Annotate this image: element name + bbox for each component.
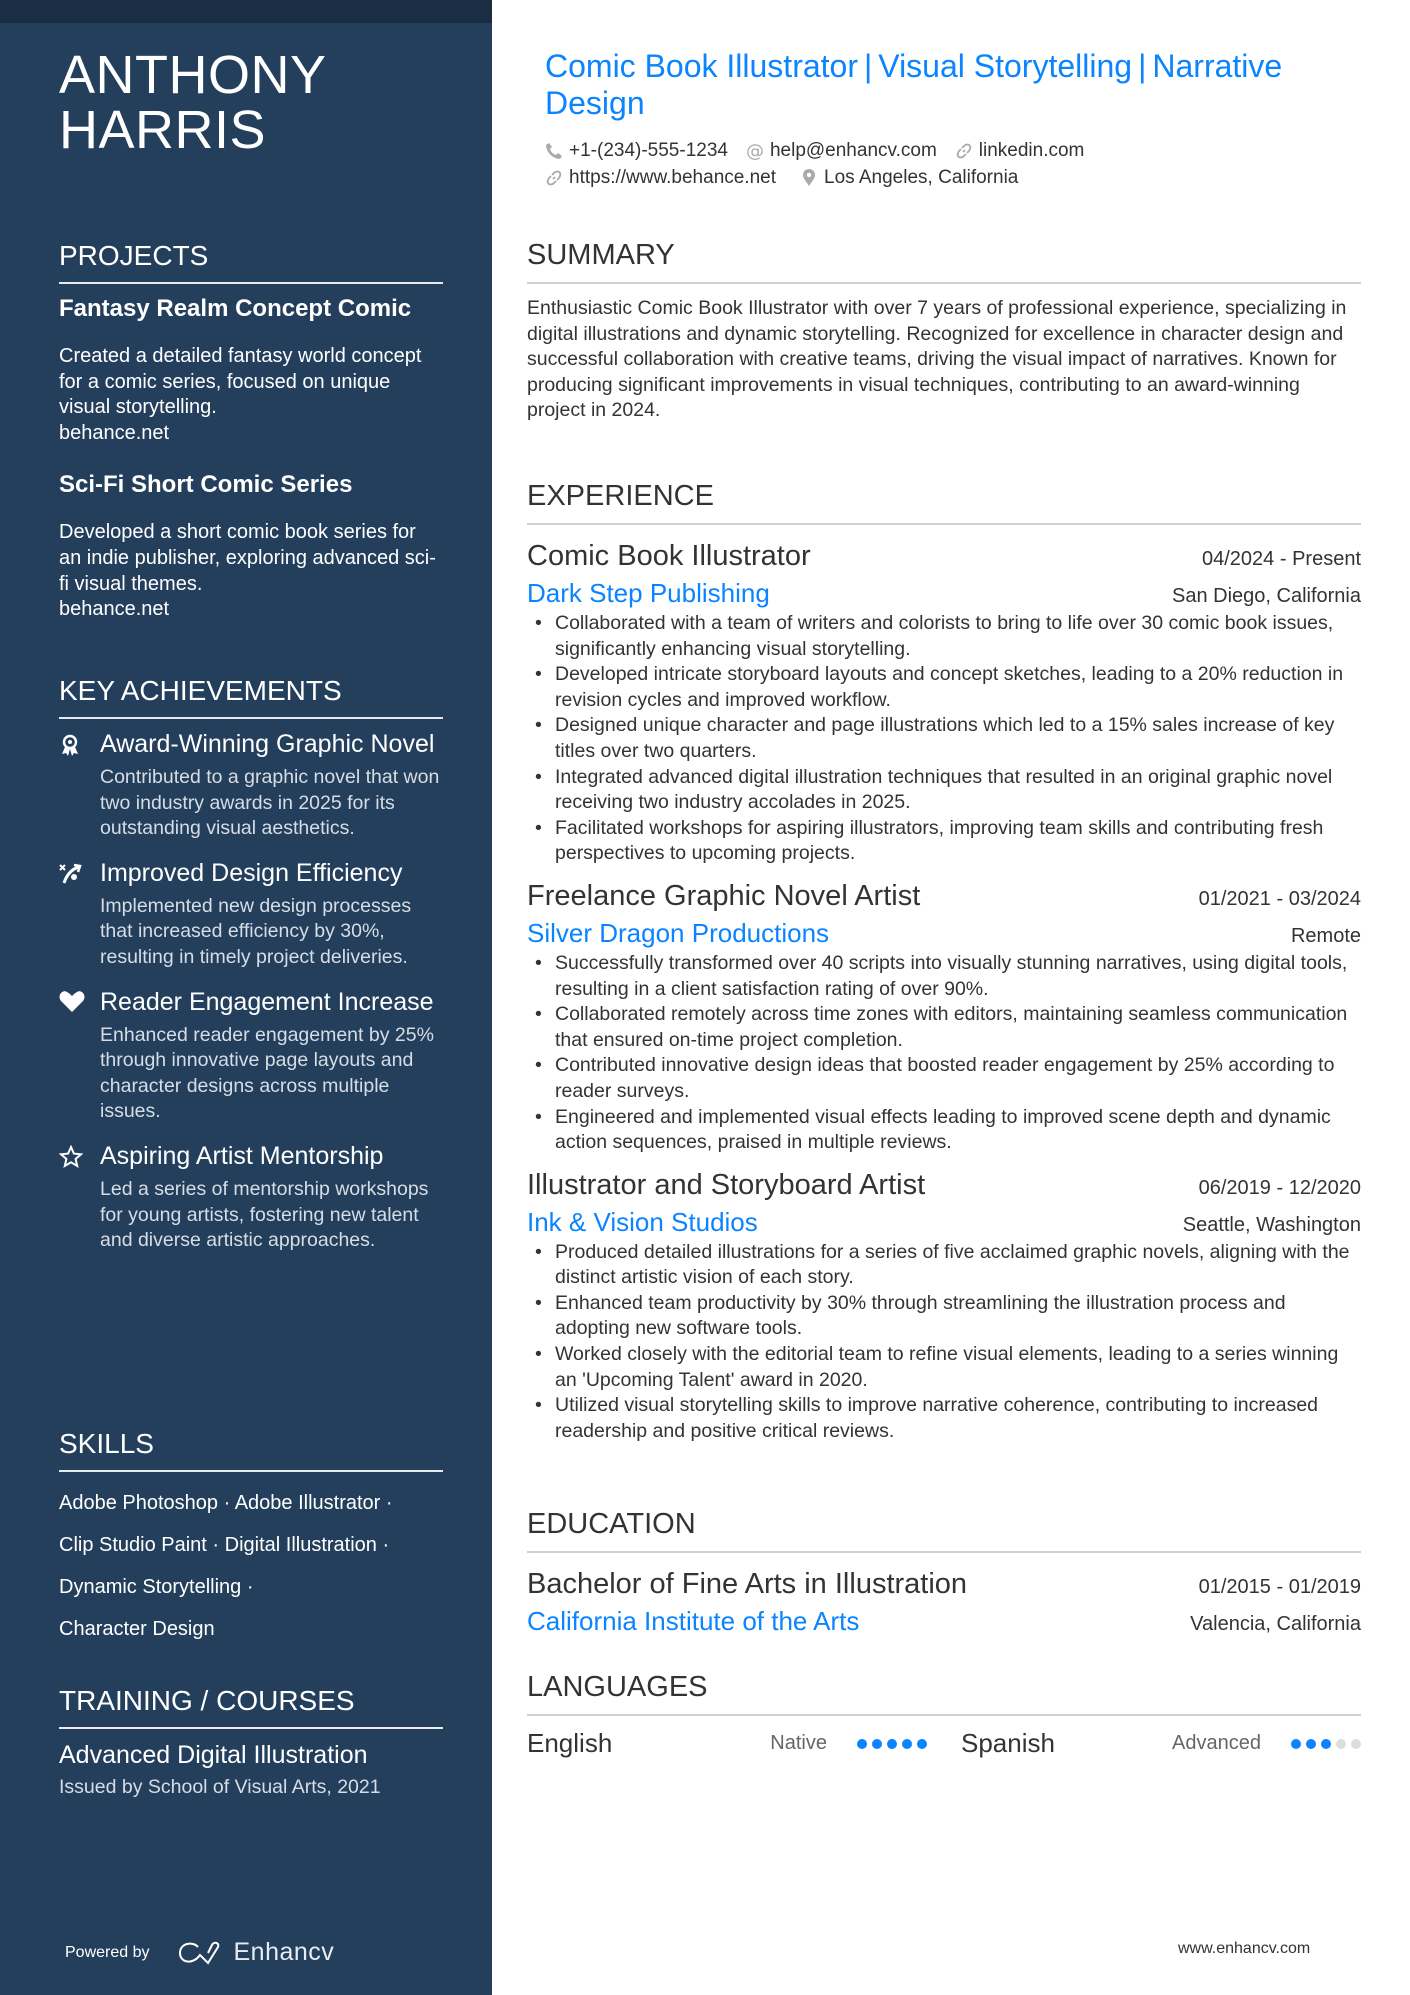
- summary-text: Enthusiastic Comic Book Illustrator with over 7 years of professional experience, specializing in digital illustrations and dynamic storytelling. Recognized for excellence in character design and successful collaboration with creative teams, driving the visual impact of narratives. Known for producing significant improvements in visual techniques, contributing to an award-winning project in 2024.: [527, 297, 1347, 422]
- job-bullets: [527, 611, 1361, 867]
- skill-line: Clip Studio Paint · Digital Illustration ·: [59, 1534, 390, 1556]
- company-name: Dark Step Publishing: [527, 578, 770, 608]
- languages-heading: LANGUAGES: [527, 1670, 1361, 1716]
- experience-section: [527, 479, 1361, 1454]
- job-location: Remote: [1290, 924, 1361, 947]
- language-level: Native: [770, 1732, 827, 1754]
- enhancv-brand: Enhancv: [233, 1938, 335, 1966]
- headline-part: Visual Storytelling: [878, 48, 1133, 84]
- job-date: 01/2021 - 03/2024: [1198, 887, 1361, 910]
- achievement-title: Reader Engagement Increase: [100, 987, 434, 1016]
- enhancv-logo[interactable]: [178, 1938, 335, 1967]
- proficiency-dot: [1306, 1739, 1316, 1749]
- job-bullet: • Engineered and implemented visual effects leading to improved scene depth and dynamic action sequences, praised in multiple reviews.: [555, 1105, 1361, 1156]
- job-bullet: • Designed unique character and page illustrations which led to a 15% sales increase of key titles over two quarters.: [555, 713, 1361, 764]
- job-bullet: • Successfully transformed over 40 scripts into visually stunning narratives, using digital tools, resulting in a client satisfaction rating of over 90%.: [555, 951, 1361, 1002]
- achievement-title: Award-Winning Graphic Novel: [100, 730, 435, 758]
- job-bullet: • Enhanced team productivity by 30% through streamlining the illustration process and adopting new software tools.: [555, 1291, 1361, 1342]
- education-section: [527, 1507, 1361, 1639]
- job-date: 04/2024 - Present: [1202, 548, 1361, 570]
- headline-part: Comic Book Illustrator: [545, 48, 858, 84]
- phone[interactable]: +1-(234)-555-1234: [569, 140, 728, 161]
- job-bullets: [527, 1240, 1361, 1445]
- language-item: [961, 1728, 1361, 1759]
- skill-line: Dynamic Storytelling ·: [59, 1576, 254, 1598]
- link-icon: [545, 169, 563, 187]
- proficiency-dot: [872, 1739, 882, 1749]
- website[interactable]: https://www.behance.net: [569, 167, 777, 188]
- achievement-desc: Implemented new design processes that increased efficiency by 30%, resulting in timely project deliveries.: [100, 894, 412, 968]
- achievement-title: Aspiring Artist Mentorship: [100, 1141, 384, 1170]
- job-bullets: [527, 951, 1361, 1156]
- project-desc: [59, 520, 443, 622]
- job-entry: [527, 877, 1361, 1156]
- award-icon: [59, 729, 100, 842]
- language-level: Advanced: [1172, 1732, 1261, 1754]
- job-title: Illustrator and Storyboard Artist: [527, 1168, 926, 1201]
- candidate-name: [59, 45, 443, 160]
- course-title: Advanced Digital Illustration: [59, 1741, 368, 1769]
- powered-by: [65, 1938, 334, 1967]
- training-heading: TRAINING / COURSES: [59, 1683, 443, 1729]
- location-pin-icon: [800, 169, 818, 187]
- job-location: Seattle, Washington: [1182, 1213, 1361, 1236]
- project-link[interactable]: behance.net: [59, 598, 170, 621]
- linkedin[interactable]: linkedin.com: [978, 140, 1085, 161]
- job-title: Comic Book Illustrator: [527, 540, 811, 572]
- magic-wand-icon: [59, 858, 100, 971]
- project-link[interactable]: behance.net: [59, 421, 170, 444]
- job-date: 06/2019 - 12/2020: [1198, 1176, 1361, 1199]
- company-name: Silver Dragon Productions: [527, 917, 830, 948]
- job-entry: [527, 537, 1361, 867]
- proficiency-dots: [857, 1739, 927, 1749]
- achievement-item: [59, 987, 443, 1125]
- skill-line: Adobe Photoshop · Adobe Illustrator ·: [59, 1492, 393, 1514]
- job-bullet: • Collaborated with a team of writers and colorists to bring to life over 30 comic book issues, significantly enhancing visual storytelling.: [555, 611, 1361, 662]
- skills-heading: SKILLS: [59, 1426, 443, 1472]
- education-heading: EDUCATION: [527, 1507, 1361, 1553]
- experience-heading: EXPERIENCE: [527, 479, 1361, 525]
- summary-heading: SUMMARY: [527, 238, 1361, 284]
- achievement-item: [59, 729, 443, 842]
- company-name: Ink & Vision Studios: [527, 1206, 758, 1237]
- email[interactable]: help@enhancv.com: [769, 140, 937, 161]
- languages-section: [527, 1670, 1361, 1759]
- job-bullet: • Utilized visual storytelling skills to improve narrative coherence, contributing to increased readership and positive critical reviews.: [555, 1393, 1361, 1444]
- job-bullet: • Integrated advanced digital illustration techniques that resulted in an original graphic novel receiving two industry accolades in 2025.: [555, 765, 1361, 816]
- education-location: Valencia, California: [1190, 1613, 1361, 1635]
- location: Los Angeles, California: [824, 167, 1019, 188]
- proficiency-dot: [1291, 1739, 1301, 1749]
- project-title: Sci-Fi Short Comic Series: [59, 471, 353, 499]
- projects-section: [59, 238, 443, 647]
- job-entry: [527, 1166, 1361, 1445]
- proficiency-dot: [917, 1739, 927, 1749]
- headline: Comic Book Illustrator | Visual Storytelling | Narrative Design: [545, 48, 1283, 121]
- project-title: Fantasy Realm Concept Comic: [59, 295, 412, 322]
- link-icon: [955, 142, 973, 160]
- achievement-item: [59, 858, 443, 971]
- project-desc: [59, 344, 443, 446]
- proficiency-dot: [902, 1739, 912, 1749]
- skills-section: [59, 1426, 443, 1650]
- proficiency-dot: [1321, 1739, 1331, 1749]
- project-desc-text: Developed a short comic book series for an indie publisher, exploring advanced sci-fi visual themes.: [59, 521, 436, 595]
- job-bullet: • Facilitated workshops for aspiring illustrators, improving team skills and contributing fresh perspectives to upcoming projects.: [555, 816, 1361, 867]
- achievement-title: Improved Design Efficiency: [100, 858, 403, 887]
- training-section: [59, 1683, 443, 1803]
- projects-heading: PROJECTS: [59, 238, 443, 284]
- proficiency-dot: [1336, 1739, 1346, 1749]
- education-date: 01/2015 - 01/2019: [1198, 1576, 1361, 1598]
- skill-line: Character Design: [59, 1618, 215, 1640]
- proficiency-dots: [1291, 1739, 1361, 1749]
- proficiency-dot: [1351, 1739, 1361, 1749]
- achievement-desc: Contributed to a graphic novel that won two industry awards in 2025 for its outstanding visual aesthetics.: [100, 766, 440, 840]
- footer-url[interactable]: www.enhancv.com: [1178, 1940, 1311, 1957]
- name-first: ANTHONY: [59, 45, 327, 105]
- sidebar: [0, 0, 492, 1995]
- language-item: [527, 1728, 927, 1759]
- proficiency-dot: [887, 1739, 897, 1749]
- language-name: English: [527, 1728, 613, 1758]
- achievement-desc: Enhanced reader engagement by 25% through innovative page layouts and character designs across multiple issues.: [100, 1023, 434, 1123]
- job-bullet: • Collaborated remotely across time zones with editors, maintaining seamless communication that ensured on-time project completion.: [555, 1002, 1361, 1053]
- phone-icon: [545, 142, 563, 160]
- school: California Institute of the Arts: [527, 1606, 860, 1636]
- job-title: Freelance Graphic Novel Artist: [527, 879, 921, 912]
- star-icon: [59, 1141, 100, 1254]
- name-last: HARRIS: [59, 100, 267, 160]
- job-bullet: • Developed intricate storyboard layouts and concept sketches, leading to a 20% reduction in revision cycles and improved workflow.: [555, 662, 1361, 713]
- at-icon: [746, 142, 764, 160]
- project-item: [59, 470, 443, 622]
- achievement-desc: Led a series of mentorship workshops for young artists, fostering new talent and diverse artistic approaches.: [100, 1177, 429, 1252]
- proficiency-dot: [857, 1739, 867, 1749]
- contact-info: [545, 137, 1379, 191]
- language-name: Spanish: [961, 1728, 1055, 1758]
- achievements-heading: KEY ACHIEVEMENTS: [59, 673, 443, 719]
- degree: Bachelor of Fine Arts in Illustration: [527, 1568, 968, 1600]
- powered-by-label: Powered by: [65, 1943, 150, 1961]
- course-issuer: Issued by School of Visual Arts, 2021: [59, 1776, 381, 1798]
- job-location: San Diego, California: [1172, 585, 1361, 607]
- job-bullet: • Contributed innovative design ideas that boosted reader engagement by 25% according to reader surveys.: [555, 1053, 1361, 1104]
- enhancv-logo-icon: [178, 1941, 224, 1965]
- achievement-item: [59, 1141, 443, 1254]
- job-bullet: • Produced detailed illustrations for a series of five acclaimed graphic novels, aligning with the distinct artistic vision of each story.: [555, 1240, 1361, 1291]
- svg-text:@: @: [745, 141, 764, 160]
- headline-part: Narrative Design: [545, 48, 1283, 121]
- top-band: [0, 0, 492, 23]
- achievements-section: [59, 673, 443, 1270]
- project-desc-text: Created a detailed fantasy world concept for a comic series, focused on unique visual storytelling.: [59, 345, 422, 419]
- summary-section: [527, 238, 1361, 424]
- job-bullet: • Worked closely with the editorial team to refine visual elements, leading to a series winning an 'Upcoming Talent' award in 2020.: [555, 1342, 1361, 1393]
- heart-icon: [59, 987, 100, 1125]
- project-item: [59, 294, 443, 446]
